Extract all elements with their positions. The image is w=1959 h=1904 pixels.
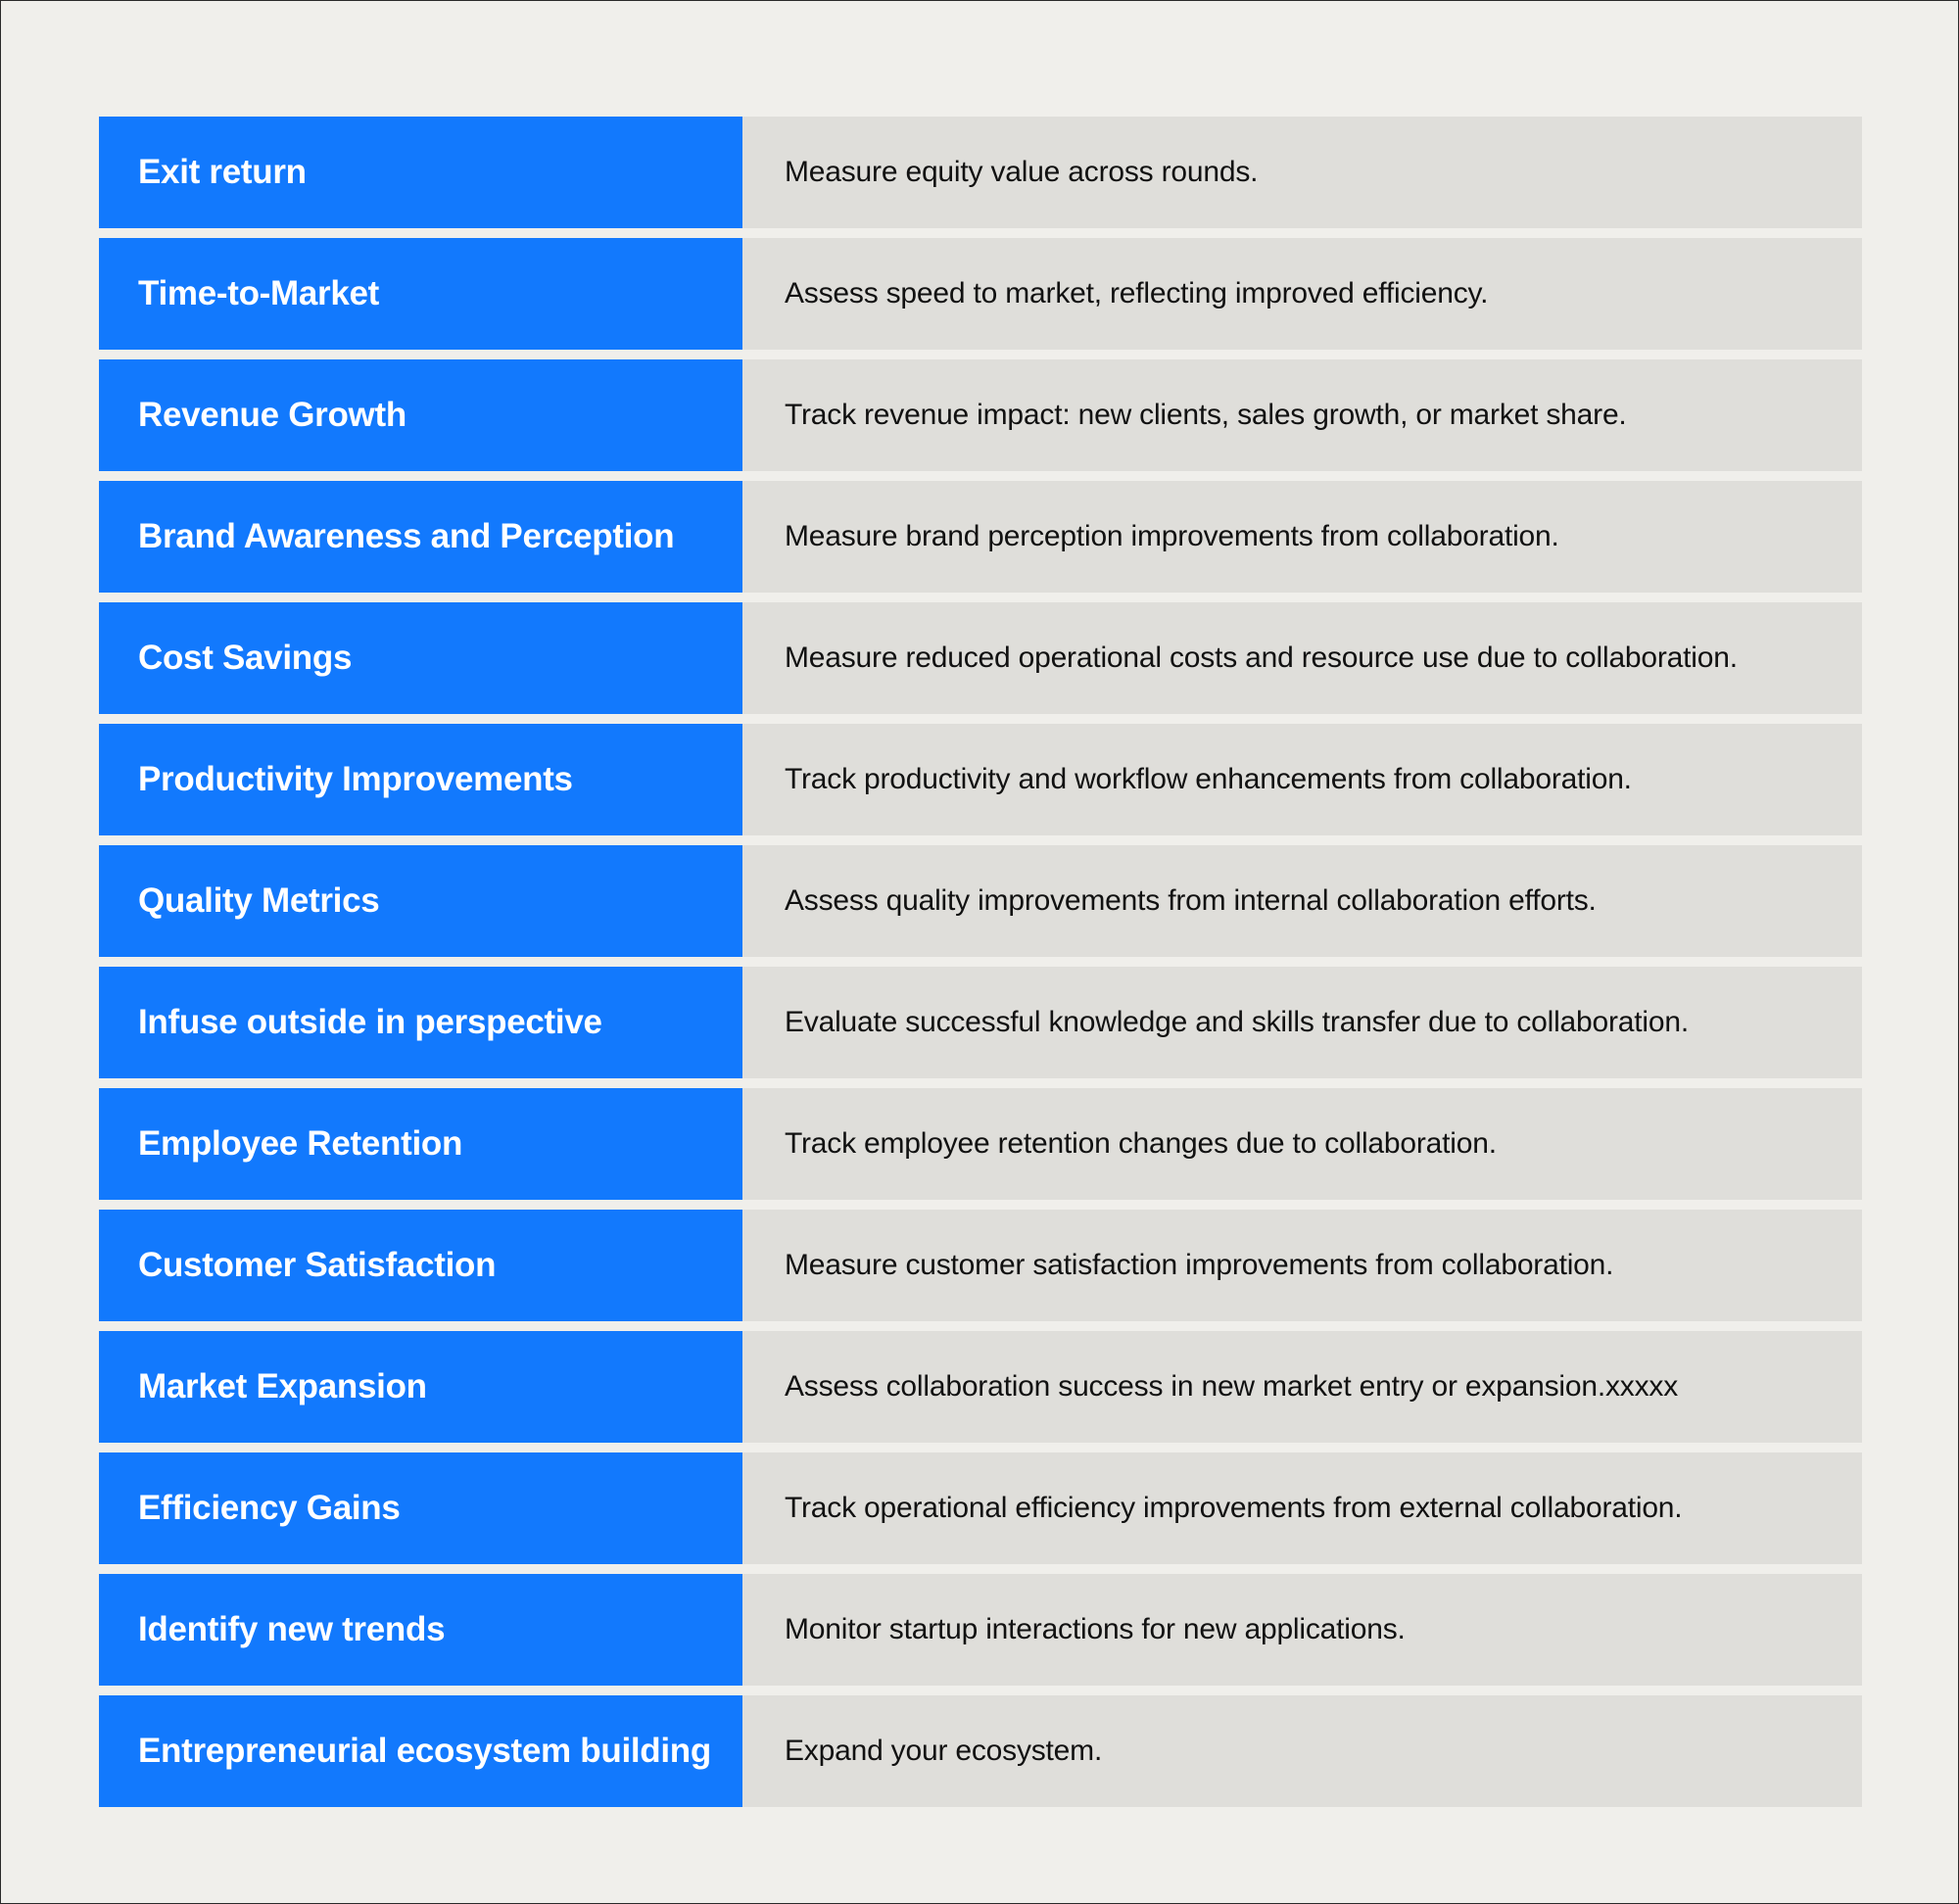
table-row (99, 967, 1862, 1078)
metric-description: Assess quality improvements from internal collaboration efforts. (742, 845, 1862, 957)
metric-description: Measure brand perception improvements from collaboration. (742, 481, 1862, 593)
table-row (99, 1331, 1862, 1443)
metric-description: Track revenue impact: new clients, sales growth, or market share. (742, 359, 1862, 471)
metric-label: Quality Metrics (99, 845, 742, 957)
table-row (99, 1210, 1862, 1321)
metric-label: Brand Awareness and Perception (99, 481, 742, 593)
metric-label: Identify new trends (99, 1574, 742, 1686)
metric-description: Expand your ecosystem. (742, 1695, 1862, 1807)
metric-description: Measure customer satisfaction improvements from collaboration. (742, 1210, 1862, 1321)
metric-label: Employee Retention (99, 1088, 742, 1200)
metric-label: Revenue Growth (99, 359, 742, 471)
metrics-table (99, 117, 1862, 1807)
metric-label: Customer Satisfaction (99, 1210, 742, 1321)
table-row (99, 1452, 1862, 1564)
metric-description: Track operational efficiency improvements from external collaboration. (742, 1452, 1862, 1564)
table-row (99, 1695, 1862, 1807)
metric-label: Market Expansion (99, 1331, 742, 1443)
table-row (99, 602, 1862, 714)
metric-description: Monitor startup interactions for new applications. (742, 1574, 1862, 1686)
metric-description: Track productivity and workflow enhancements from collaboration. (742, 724, 1862, 835)
table-row (99, 1574, 1862, 1686)
metric-description: Assess collaboration success in new market entry or expansion.xxxxx (742, 1331, 1862, 1443)
table-row (99, 845, 1862, 957)
metric-label: Productivity Improvements (99, 724, 742, 835)
metric-description: Assess speed to market, reflecting improved efficiency. (742, 238, 1862, 350)
metric-description: Evaluate successful knowledge and skills transfer due to collaboration. (742, 967, 1862, 1078)
metric-label: Exit return (99, 117, 742, 228)
metric-description: Track employee retention changes due to collaboration. (742, 1088, 1862, 1200)
table-row (99, 1088, 1862, 1200)
table-row (99, 724, 1862, 835)
metric-label: Entrepreneurial ecosystem building (99, 1695, 742, 1807)
metric-description: Measure reduced operational costs and resource use due to collaboration. (742, 602, 1862, 714)
metric-description: Measure equity value across rounds. (742, 117, 1862, 228)
metric-label: Cost Savings (99, 602, 742, 714)
table-row (99, 117, 1862, 228)
metric-label: Infuse outside in perspective (99, 967, 742, 1078)
table-row (99, 238, 1862, 350)
metric-label: Efficiency Gains (99, 1452, 742, 1564)
table-row (99, 359, 1862, 471)
table-row (99, 481, 1862, 593)
metric-label: Time-to-Market (99, 238, 742, 350)
